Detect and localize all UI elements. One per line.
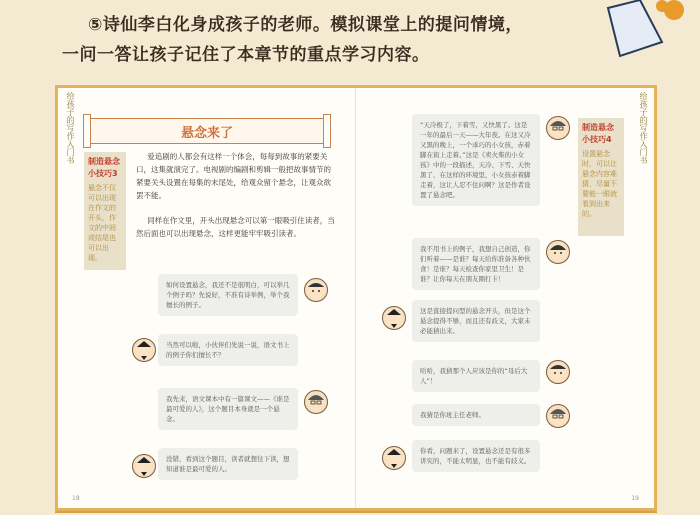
kid-avatar-icon [546, 240, 570, 264]
page-number: 18 [72, 495, 80, 502]
header-text [62, 10, 523, 70]
dialog-bubble: 哈哈，我猜那个人应该是你的“母后大人”！ [412, 360, 540, 392]
section-title: 悬念来了 [180, 125, 233, 141]
paragraph: 同样在作文里，开头出现悬念可以第一眼吸引住读者，当然后面也可以出现悬念，这样更能牢牢吸引读者。 [136, 216, 335, 238]
left-page [58, 88, 356, 508]
dialog-bubble: 没错，看到这个题目，读者就想往下读，想知道谁是最可爱的人。 [158, 448, 298, 480]
kid-avatar-icon [546, 404, 570, 428]
side-note: 给孩子的写作入门书 [639, 92, 648, 164]
tip-body: 设置悬念时，可以让悬念内容难猜，尽量不要能一眼就看到出来的。 [582, 150, 617, 218]
page-number: 19 [631, 495, 639, 502]
header-line-1: ⑤诗仙李白化身成孩子的老师。模拟课堂上的提问情境， [88, 15, 523, 35]
kid-avatar-icon [546, 116, 570, 140]
kid-avatar-icon [546, 360, 570, 384]
dialog-bubble: 如何设置悬念，我还不是很明白，可以举几个例子吗？先说好，不准有诗举例，举个我擅长的例子。 [158, 274, 298, 316]
right-page [356, 88, 653, 508]
side-note: 给孩子的写作入门书 [66, 92, 75, 164]
dialog-bubble: 你看，问题来了，设置悬念还是有很多讲究的，不能太明显，也不能有歧义。 [412, 440, 540, 472]
dialog-bubble: 我先来，语文课本中有一篇课文——《谁是最可爱的人》，这个题目本身就是一个悬念。 [158, 388, 298, 430]
tip-body: 悬念不仅可以出现在作文的开头，作文的中间或结尾也可以出现。 [88, 184, 116, 262]
li-bai-avatar-icon [382, 306, 406, 330]
decor-icon [600, 0, 690, 58]
dialog-bubble: 我猜是你班主任老师。 [412, 404, 540, 426]
tip-title: 制造悬念小技巧4 [582, 123, 614, 144]
tip-title: 制造悬念小技巧3 [88, 157, 120, 178]
dialog-bubble: “天冷极了，下着雪，又快黑了。这是一年的最后一天——大年夜。在这又冷又黑的晚上，一个乖巧的小女孩，赤着脚在街上走着。”这是《卖火柴的小女孩》中的一段描述，天冷、下雪、天快黑了、在这样的环境里，小女孩赤着脚走着，这让人忍不住问啊？这是作者设置了悬念吧。 [412, 114, 540, 206]
li-bai-avatar-icon [132, 338, 156, 362]
dialog-bubble: 我不用书上的例子，我想自己创造，你们听着——是谁？每天给你准备各种伙食！是谁？每天检查你家里卫生！是谁？让你每天在朋友圈打卡！ [412, 238, 540, 290]
dialog-bubble: 当然可以啦，小伙伴们先说一说，语文书上的例子你们擅长不？ [158, 334, 298, 366]
section-title-box [90, 118, 324, 144]
paragraph: 爱追剧的人都会有这样一个体会，每每到故事的紧要关口，这集就演完了。电视剧的编剧和剪辑一般把故事情节的紧要关头设置在每集的末尾处，给观众留个悬念，让观众欲罢不能。 [136, 152, 331, 200]
tip-box [578, 118, 624, 236]
li-bai-avatar-icon [132, 454, 156, 478]
kid-avatar-icon [304, 390, 328, 414]
book-spread [55, 85, 657, 511]
li-bai-avatar-icon [382, 446, 406, 470]
header-line-2: 一问一答让孩子记住了本章节的重点学习内容。 [62, 45, 430, 65]
tip-box [84, 152, 126, 270]
kid-avatar-icon [304, 278, 328, 302]
dialog-bubble: 这是直接提问型的悬念开头，但是这个悬念提得不够，而且还有歧义，大家未必能猜出来。 [412, 300, 540, 342]
